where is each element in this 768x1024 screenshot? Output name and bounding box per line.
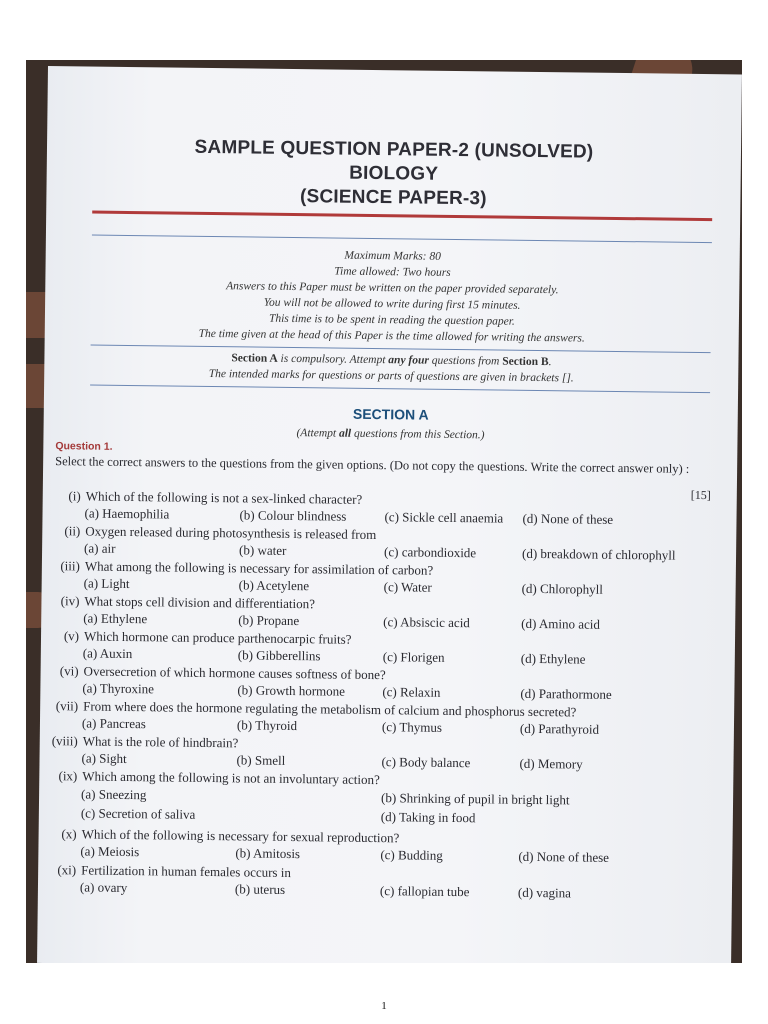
question-text: What among the following is necessary for assimilation of carbon? [84,558,434,578]
section-a-ref: Section A [231,352,278,365]
answer-option: (c) Budding [380,847,443,863]
answer-option: (c) Sickle cell anaemia [384,509,504,526]
answer-option: (a) Pancreas [81,715,146,732]
instruction-line: This time is to be spent in reading the question paper. [268,312,515,328]
answer-option: (d) Taking in food [380,809,476,826]
question-number: (viii) [51,733,78,749]
section-subtitle-text: questions from this Section.) [351,427,485,442]
question-paper [37,66,742,963]
any-four: any four [388,354,429,367]
section-note-text: questions from [428,354,503,368]
answer-option: (d) vagina [517,884,572,901]
section-note-text: . [548,356,552,369]
answer-option: (d) Parathyroid [519,720,600,737]
question-number: (vi) [59,663,79,679]
answer-option: (c) Secretion of saliva [80,805,196,822]
question-text: Which among the following is not an involuntary action? [82,768,380,788]
answer-option: (b) Shrinking of pupil in bright light [380,790,570,808]
paper-title: SAMPLE QUESTION PAPER-2 (UNSOLVED) [194,136,594,163]
question-number: (iv) [60,593,80,609]
section-subtitle-bold: all [338,427,352,440]
answer-option: (c) Relaxin [382,684,441,700]
question-label: Question 1. [55,440,113,453]
answer-option: (c) fallopian tube [379,883,470,900]
answer-option: (c) Body balance [381,754,471,771]
question-text: Fertilization in human females occurs in [81,862,292,881]
answer-option: (b) Propane [238,612,300,629]
answer-option: (d) Chlorophyll [521,580,603,597]
marks-note: The intended marks for questions or parts of questions are given in brackets []. [208,367,574,385]
question-number: (vii) [55,698,79,714]
answer-option: (d) Amino acid [521,615,601,632]
section-title: SECTION A [352,405,429,423]
question-text: Oversecretion of which hormone causes softness of bone? [83,663,386,683]
answer-option: (a) Thyroxine [82,680,155,697]
question-marks: [15] [690,487,711,503]
answer-option: (b) Growth hormone [237,682,346,699]
answer-option: (b) Thyroid [236,717,298,734]
question-text: What is the role of hindbrain? [82,733,239,751]
instructions-top-rule [92,235,712,244]
answer-option: (c) Florigen [382,649,445,665]
question-text: Which hormone can produce parthenocarpic fruits? [83,628,352,647]
question-number: (v) [63,628,80,644]
section-b-ref: Section B [502,355,549,369]
subject-title: BIOLOGY [349,162,439,185]
question-number: (xi) [57,862,77,878]
instruction-line: The time given at the head of this Paper is the time allowed for writing the answers. [198,327,585,345]
answer-option: (d) None of these [522,510,614,527]
time-allowed: Time allowed: Two hours [334,265,451,279]
answer-option: (a) Light [83,575,130,592]
section-subtitle-text: (Attempt [296,427,340,440]
answer-option: (d) Ethylene [520,650,586,667]
photo-background [26,60,742,963]
question-text: From where does the hormone regulating the metabolism of calcium and phosphorus secreted? [83,698,577,720]
answer-option: (c) Absiscic acid [383,614,470,631]
answer-option: (b) Amitosis [235,845,301,862]
max-marks: Maximum Marks: 80 [344,249,441,263]
question-text: What stops cell division and differentiation? [84,593,315,612]
answer-option: (b) Gibberellins [237,647,321,664]
answer-option: (c) Water [383,579,432,595]
answer-option: (b) Acetylene [238,577,310,594]
answer-option: (b) Smell [236,752,286,768]
answer-option: (a) Sneezing [81,786,147,803]
question-intro: Select the correct answers to the questions from the given options. (Do not copy the questions. Write the correct answer only) : [55,454,690,476]
question-number: (iii) [60,558,80,574]
answer-option: (a) Haemophilia [84,505,170,522]
answer-option: (d) breakdown of chlorophyll [521,545,676,563]
answer-option: (d) Memory [519,755,583,772]
page-number: 1 [381,1000,387,1012]
answer-option: (a) air [84,540,116,556]
question-text: Oxygen released during photosynthesis is released from [85,523,377,543]
question-number: (ii) [64,523,81,539]
paper-subtitle: (SCIENCE PAPER-3) [299,186,487,210]
answer-option: (b) uterus [234,881,286,897]
instruction-line: You will not be allowed to write during first 15 minutes. [263,296,521,312]
instruction-line: Answers to this Paper must be written on the paper provided separately. [226,280,559,297]
answer-option: (b) water [239,542,287,558]
answer-option: (b) Colour blindness [239,507,347,524]
answer-option: (a) Auxin [82,645,133,662]
section-subtitle [43,422,737,446]
section-note-text: is compulsory. Attempt [277,352,389,367]
answer-option: (d) None of these [518,848,610,865]
question-number: (ix) [58,768,78,784]
question-text: Which of the following is necessary for sexual reproduction? [81,826,400,846]
answer-option: (a) Ethylene [83,610,148,627]
paper-header [46,134,741,214]
answer-option: (a) ovary [79,879,128,896]
answer-option: (c) carbondioxide [384,544,477,561]
answer-option: (d) Parathormone [520,685,612,702]
answer-option: (c) Thymus [381,719,443,735]
answer-option: (a) Meiosis [80,843,140,860]
question-number: (i) [68,488,81,504]
answer-option: (a) Sight [81,750,127,767]
question-number: (x) [61,826,77,842]
question-text: Which of the following is not a sex-linked character? [85,488,363,507]
